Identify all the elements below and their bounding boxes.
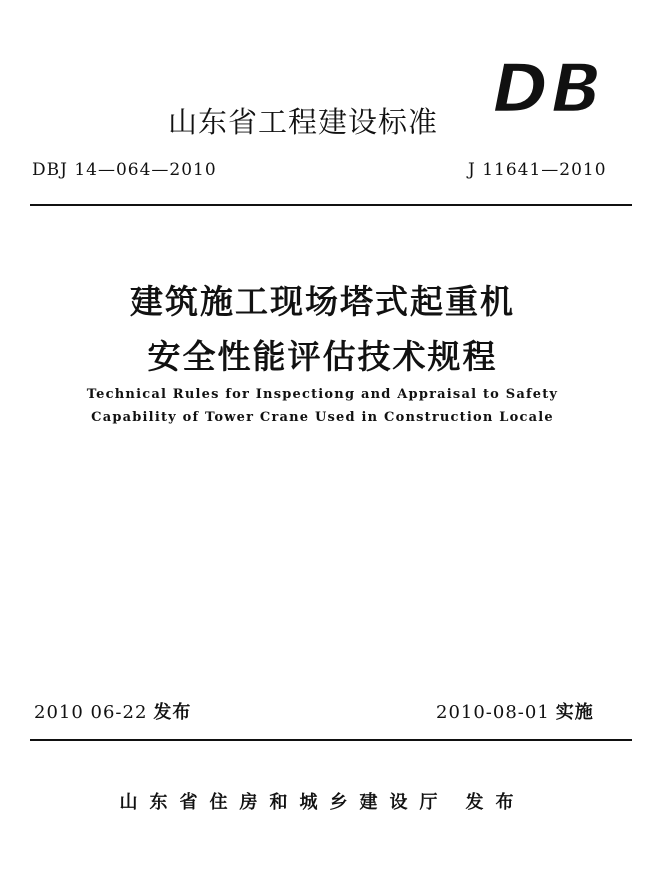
top-divider xyxy=(30,204,632,206)
title-en-line-1: Technical Rules for Inspectiong and Appraisal to Safety xyxy=(86,387,559,402)
title-en-line-2: Capability of Tower Crane Used in Construction Locale xyxy=(91,410,554,425)
issue-date-block xyxy=(34,698,191,724)
effective-date-block xyxy=(436,698,594,724)
title-zh-line-1: 建筑施工现场塔式起重机 xyxy=(130,282,515,321)
effective-label: 实施 xyxy=(555,702,594,723)
title-zh-line-2: 安全性能评估技术规程 xyxy=(147,337,498,376)
effective-date: 2010-08-01 xyxy=(436,702,550,723)
series-title: 山东省工程建设标准 xyxy=(168,105,439,139)
publisher-line xyxy=(0,788,645,814)
issue-date: 2010 06-22 xyxy=(34,702,148,723)
publisher-name: 山东省住房和城乡建设厅 xyxy=(119,792,450,813)
db-logo-text: DB xyxy=(492,52,605,122)
publisher-action: 发布 xyxy=(465,792,526,813)
standard-code: DBJ 14—064—2010 xyxy=(32,160,217,180)
record-code: J 11641—2010 xyxy=(468,160,607,180)
issue-label: 发布 xyxy=(153,702,192,723)
db-logo xyxy=(488,52,623,122)
bottom-divider xyxy=(30,739,632,741)
